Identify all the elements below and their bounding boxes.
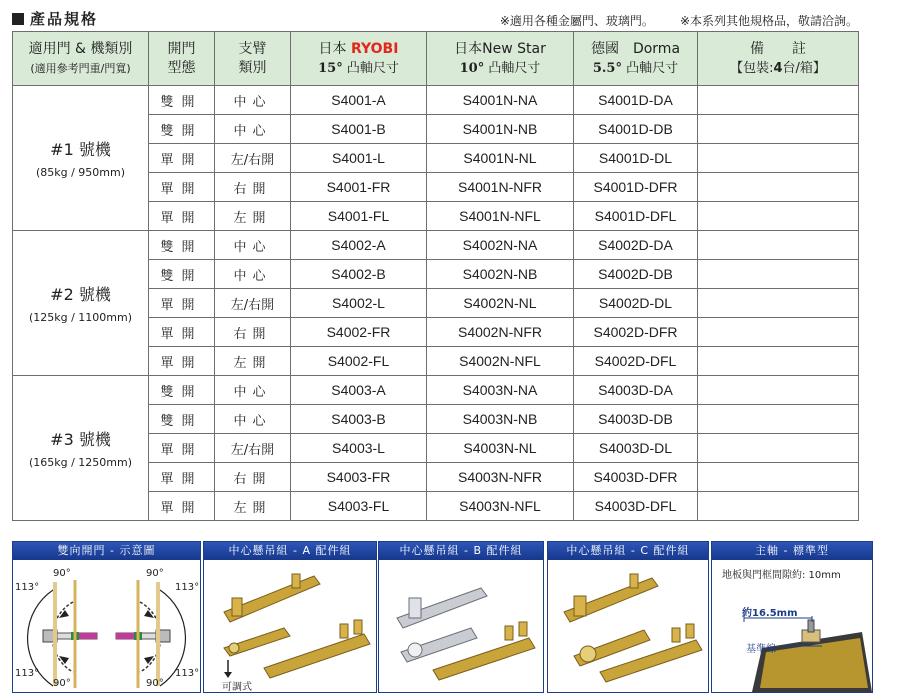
dorma-code-cell: S4003D-DB: [574, 405, 698, 434]
section-title: 產品規格: [12, 8, 98, 29]
machine-cell: [13, 86, 149, 231]
header: [12, 8, 888, 30]
ryobi-code-cell: S4001-FL: [291, 202, 427, 231]
ryobi-code-cell: S4003-FL: [291, 492, 427, 521]
note-inquiry: ※本系列其他規格品，敬請洽詢。: [679, 14, 858, 28]
floor-gap-caption: 地板與門框間隙約: 10mm: [722, 570, 841, 581]
dorma-code-cell: S4002D-DL: [574, 289, 698, 318]
deg-90-top-right: 90°: [146, 568, 164, 579]
panel-kit-a: [203, 541, 377, 693]
header-newstar: 日本New Star 10° 凸軸尺寸: [427, 32, 574, 86]
note-cell: [698, 115, 859, 144]
table-row: [13, 376, 859, 405]
ryobi-brand: RYOBI: [351, 40, 399, 57]
ryobi-code-cell: S4003-B: [291, 405, 427, 434]
header-door-type: 開門 型態: [149, 32, 215, 86]
arm-type-cell: 中心: [215, 86, 291, 115]
arm-type-cell: 右開: [215, 318, 291, 347]
machine-cell: [13, 376, 149, 521]
deg-90-bottom-left: 90°: [53, 678, 71, 689]
dorma-code-cell: S4001D-DFL: [574, 202, 698, 231]
ryobi-code-cell: S4002-B: [291, 260, 427, 289]
deg-113-top-left: 113°: [15, 582, 40, 593]
deg-90-top-left: 90°: [53, 568, 71, 579]
header-dorma: 德國 Dorma 5.5° 凸軸尺寸: [574, 32, 698, 86]
door-type-cell: 雙開: [149, 86, 215, 115]
note-cell: [698, 376, 859, 405]
dorma-code-cell: S4001D-DFR: [574, 173, 698, 202]
panel-kit-b: [378, 541, 544, 693]
note-cell: [698, 173, 859, 202]
door-type-cell: 雙開: [149, 115, 215, 144]
machine-name: #3 號機: [50, 430, 111, 449]
newstar-code-cell: S4002N-NA: [427, 231, 574, 260]
note-cell: [698, 260, 859, 289]
note-cell: [698, 463, 859, 492]
door-type-cell: 單開: [149, 289, 215, 318]
newstar-code-cell: S4003N-NFL: [427, 492, 574, 521]
machine-spec: (125kg / 1100mm): [28, 311, 133, 324]
newstar-code-cell: S4002N-NFR: [427, 318, 574, 347]
pivot-kit-c-icon: [548, 560, 708, 692]
arm-type-cell: 左/右開: [215, 434, 291, 463]
panel-title: 中心懸吊組 - B 配件組: [379, 542, 543, 560]
baseline-label: 基準線: [746, 644, 776, 655]
newstar-code-cell: S4001N-NB: [427, 115, 574, 144]
dorma-code-cell: S4002D-DA: [574, 231, 698, 260]
newstar-code-cell: S4001N-NFR: [427, 173, 574, 202]
door-type-cell: 單開: [149, 318, 215, 347]
ryobi-code-cell: S4001-L: [291, 144, 427, 173]
door-type-cell: 單開: [149, 434, 215, 463]
door-type-cell: 雙開: [149, 405, 215, 434]
panel-title: 中心懸吊組 - C 配件組: [548, 542, 708, 560]
door-type-cell: 雙開: [149, 231, 215, 260]
door-type-cell: 單開: [149, 144, 215, 173]
dorma-code-cell: S4003D-DFL: [574, 492, 698, 521]
dorma-code-cell: S4003D-DL: [574, 434, 698, 463]
deg-113-top-right: 113°: [175, 582, 200, 593]
header-ryobi: 日本 RYOBI 15° 凸軸尺寸: [291, 32, 427, 86]
machine-name: #2 號機: [50, 285, 111, 304]
arm-type-cell: 右開: [215, 173, 291, 202]
newstar-code-cell: S4002N-NFL: [427, 347, 574, 376]
newstar-code-cell: S4003N-NB: [427, 405, 574, 434]
adjustable-caption: 可調式: [222, 682, 252, 693]
panel-title: 雙向開門 - 示意圖: [13, 542, 200, 560]
dorma-code-cell: S4003D-DA: [574, 376, 698, 405]
door-type-cell: 單開: [149, 492, 215, 521]
note-cell: [698, 405, 859, 434]
arm-type-cell: 左/右開: [215, 289, 291, 318]
spec-table-body: [13, 86, 859, 521]
note-cell: [698, 144, 859, 173]
arm-type-cell: 中心: [215, 260, 291, 289]
panel-title: 中心懸吊組 - A 配件組: [204, 542, 376, 560]
panel-title: 主軸 - 標準型: [712, 542, 872, 560]
door-type-cell: 單開: [149, 347, 215, 376]
note-cell: [698, 231, 859, 260]
ryobi-code-cell: S4001-A: [291, 86, 427, 115]
machine-cell: [13, 231, 149, 376]
dorma-code-cell: S4002D-DB: [574, 260, 698, 289]
machine-spec: (85kg / 950mm): [35, 166, 126, 179]
ryobi-code-cell: S4001-FR: [291, 173, 427, 202]
newstar-code-cell: S4003N-NL: [427, 434, 574, 463]
header-notes: [500, 12, 858, 29]
dimension-label: 約16.5mm: [742, 608, 798, 619]
ryobi-code-cell: S4002-L: [291, 289, 427, 318]
note-cell: [698, 347, 859, 376]
arm-type-cell: 中心: [215, 376, 291, 405]
dorma-code-cell: S4001D-DA: [574, 86, 698, 115]
table-row: [13, 231, 859, 260]
note-cell: [698, 202, 859, 231]
note-cell: [698, 318, 859, 347]
note-cell: [698, 289, 859, 318]
ryobi-code-cell: S4003-L: [291, 434, 427, 463]
door-type-cell: 單開: [149, 463, 215, 492]
arm-type-cell: 左/右開: [215, 144, 291, 173]
panel-kit-c: [547, 541, 709, 693]
note-cell: [698, 86, 859, 115]
newstar-code-cell: S4003N-NFR: [427, 463, 574, 492]
note-cell: [698, 492, 859, 521]
newstar-code-cell: S4001N-NFL: [427, 202, 574, 231]
deg-113-bottom-right: 113°: [175, 668, 200, 679]
note-cell: [698, 434, 859, 463]
dorma-code-cell: S4001D-DB: [574, 115, 698, 144]
newstar-code-cell: S4003N-NA: [427, 376, 574, 405]
door-type-cell: 單開: [149, 202, 215, 231]
arm-type-cell: 左開: [215, 202, 291, 231]
square-bullet-icon: [12, 13, 24, 25]
swing-diagram-icon: [13, 560, 200, 692]
deg-113-bottom-left: 113°: [15, 668, 40, 679]
door-type-cell: 雙開: [149, 260, 215, 289]
deg-90-bottom-right: 90°: [146, 678, 164, 689]
note-materials: ※適用各種金屬門、玻璃門。: [499, 14, 654, 28]
header-arm-type: 支臂 類別: [215, 32, 291, 86]
ryobi-code-cell: S4002-A: [291, 231, 427, 260]
pivot-kit-b-icon: [379, 560, 543, 692]
machine-spec: (165kg / 1250mm): [28, 456, 133, 469]
ryobi-code-cell: S4003-A: [291, 376, 427, 405]
arm-type-cell: 左開: [215, 492, 291, 521]
ryobi-code-cell: S4002-FR: [291, 318, 427, 347]
arm-type-cell: 中心: [215, 405, 291, 434]
arm-type-cell: 右開: [215, 463, 291, 492]
newstar-code-cell: S4002N-NL: [427, 289, 574, 318]
arm-type-cell: 中心: [215, 115, 291, 144]
table-row: [13, 86, 859, 115]
panel-spindle: [711, 541, 873, 693]
header-machine: 適用門 & 機類別 (適用參考門重/門寬): [13, 32, 149, 86]
spec-table: [12, 31, 859, 521]
ryobi-code-cell: S4001-B: [291, 115, 427, 144]
arm-type-cell: 中心: [215, 231, 291, 260]
arm-type-cell: 左開: [215, 347, 291, 376]
dorma-code-cell: S4003D-DFR: [574, 463, 698, 492]
header-notes: 備 註 【包裝:4台/箱】: [698, 32, 859, 86]
dorma-code-cell: S4001D-DL: [574, 144, 698, 173]
newstar-code-cell: S4001N-NA: [427, 86, 574, 115]
pivot-kit-a-icon: [204, 560, 376, 692]
door-type-cell: 雙開: [149, 376, 215, 405]
door-type-cell: 單開: [149, 173, 215, 202]
machine-name: #1 號機: [50, 140, 111, 159]
ryobi-code-cell: S4003-FR: [291, 463, 427, 492]
dorma-code-cell: S4002D-DFL: [574, 347, 698, 376]
newstar-code-cell: S4001N-NL: [427, 144, 574, 173]
dorma-code-cell: S4002D-DFR: [574, 318, 698, 347]
table-header-row: [13, 32, 859, 86]
newstar-code-cell: S4002N-NB: [427, 260, 574, 289]
ryobi-code-cell: S4002-FL: [291, 347, 427, 376]
panel-swing-diagram: [12, 541, 201, 693]
